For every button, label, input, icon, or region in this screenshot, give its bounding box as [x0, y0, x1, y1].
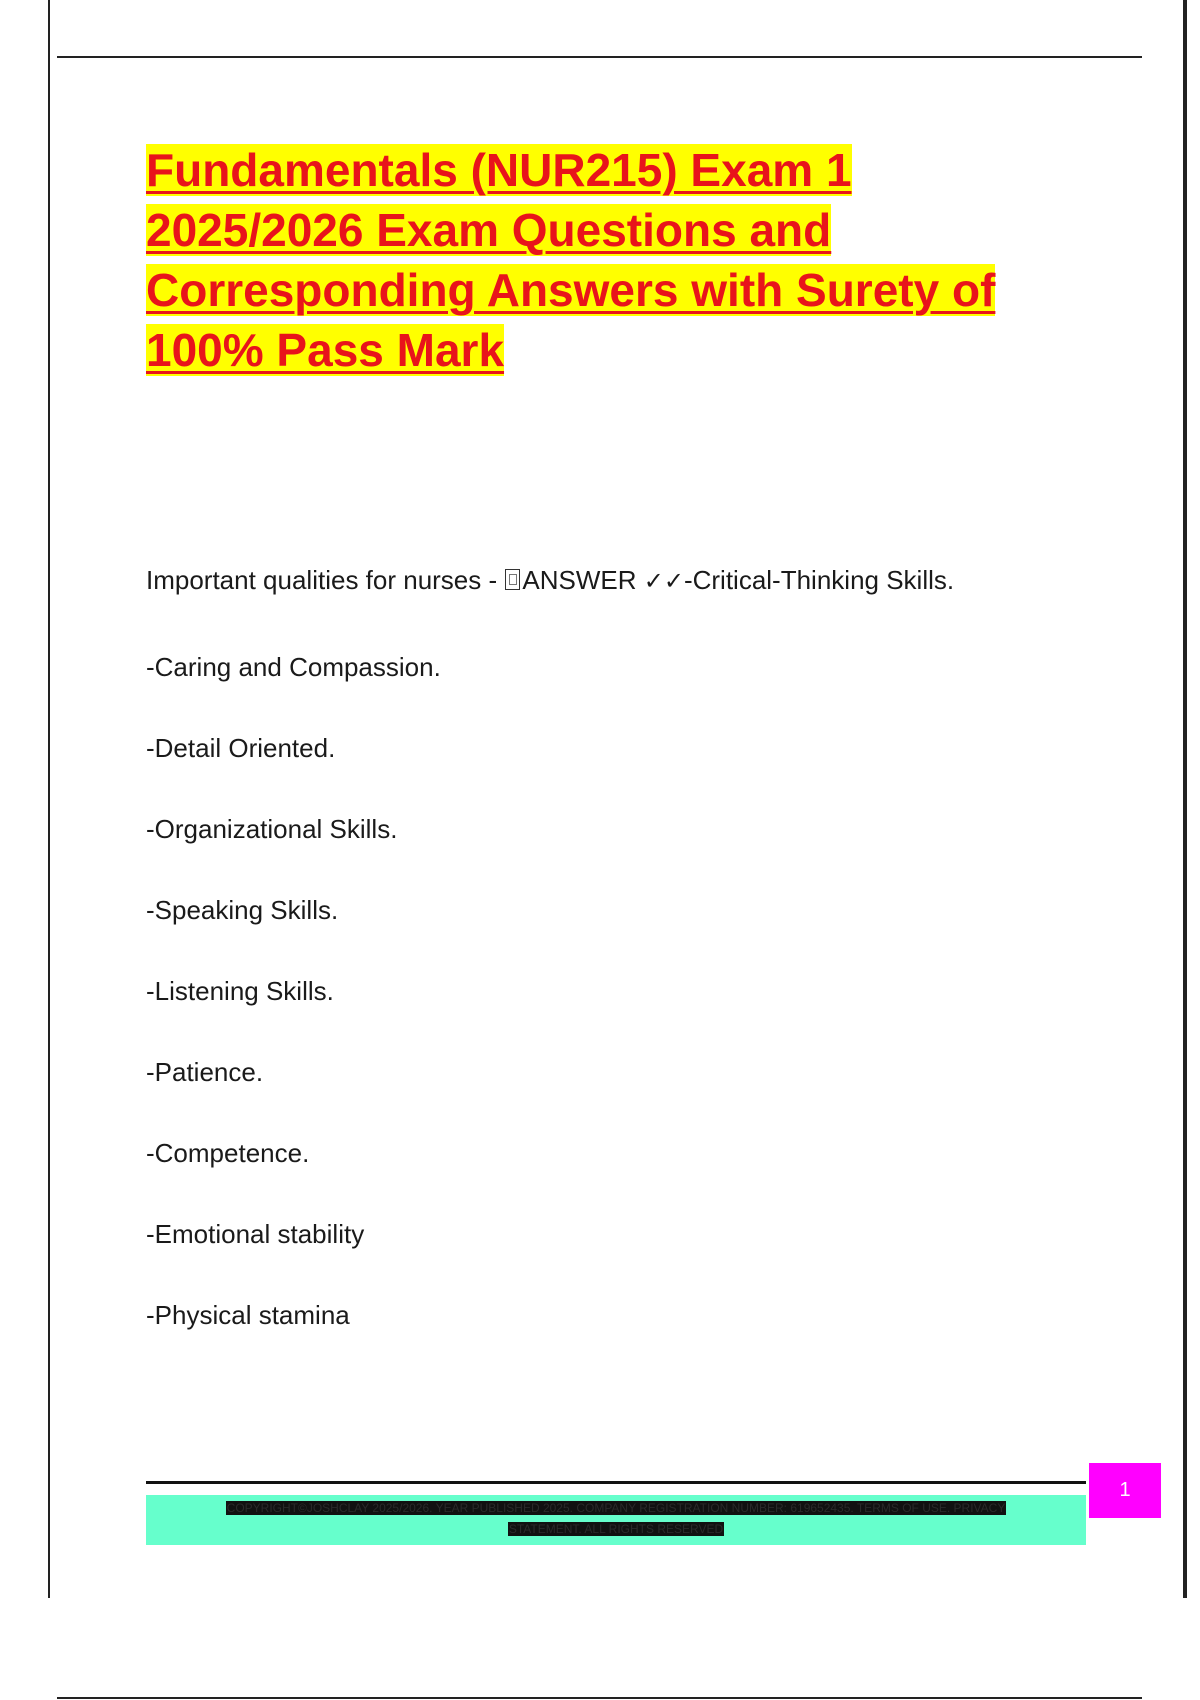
page-border-left: [48, 0, 50, 1598]
double-check-icon: ✓✓: [643, 567, 684, 595]
answer-item: -Patience.: [146, 1057, 264, 1087]
title-line-2: 2025/2026 Exam Questions and: [146, 204, 832, 256]
question-text: Important qualities for nurses -: [146, 565, 505, 595]
answer-item: -Emotional stability: [146, 1219, 365, 1249]
answer-item: -Critical-Thinking Skills.: [683, 565, 955, 595]
answer-item: -Caring and Compassion.: [146, 652, 441, 682]
next-page-rule: [57, 1697, 1142, 1699]
answer-item: -Competence.: [146, 1138, 310, 1168]
question-line: [146, 564, 954, 597]
answer-item: -Listening Skills.: [146, 976, 334, 1006]
header-rule: [57, 56, 1142, 58]
title-line-1: Fundamentals (NUR215) Exam 1: [146, 144, 852, 196]
answer-item: -Physical stamina: [146, 1300, 350, 1330]
missing-glyph-icon: [505, 569, 520, 590]
title-line-4: 100% Pass Mark: [146, 324, 505, 376]
answer-item: -Speaking Skills.: [146, 895, 339, 925]
page-number-badge: 1: [1089, 1463, 1161, 1518]
title-line-3: Corresponding Answers with Surety of: [146, 264, 996, 316]
page-border-right: [1183, 0, 1187, 1598]
footer-rule: [146, 1481, 1086, 1484]
copyright-line-1: COPYRIGHT©JOSHCLAY 2025/2026. YEAR PUBLISHED 2025. COMPANY REGISTRATION NUMBER: 619652435. TERMS OF USE. PRIVACY: [226, 1501, 1006, 1515]
answer-marker: ANSWER: [522, 565, 644, 595]
document-title: [146, 140, 1066, 380]
answer-item: -Organizational Skills.: [146, 814, 398, 844]
copyright-line-2: STATEMENT. ALL RIGHTS RESERVED: [508, 1522, 724, 1536]
answer-item: -Detail Oriented.: [146, 733, 336, 763]
copyright-footer: [146, 1495, 1086, 1545]
